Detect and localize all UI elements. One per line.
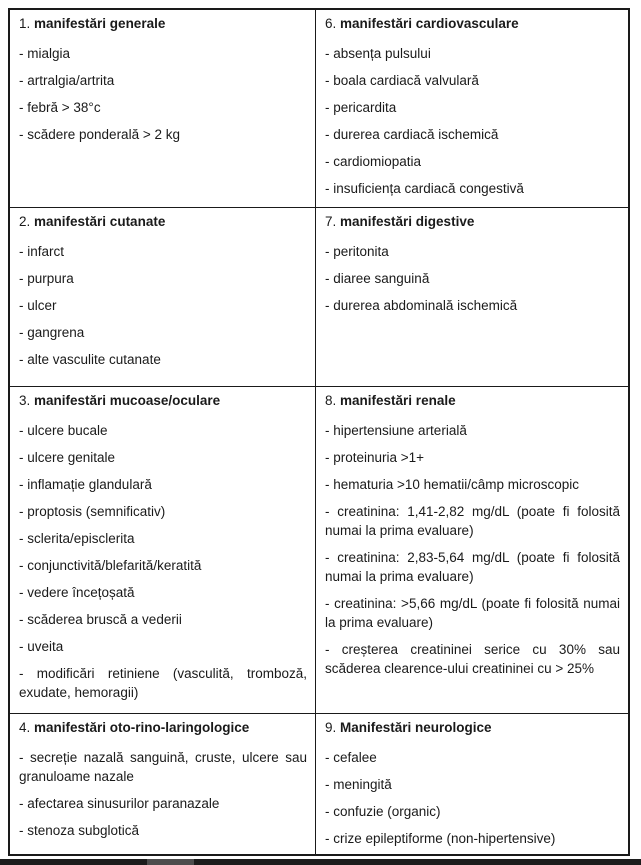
list-item: - modificări retiniene (vasculită, tromboză, exudate, hemoragii) [19,666,307,700]
section-number: 9. [325,720,337,735]
list-item: - pericardita [325,100,397,115]
section-number: 1. [19,16,31,31]
list-item: - ulcere genitale [19,450,116,465]
list-item: - vedere încețoșată [19,585,135,600]
list-item: - hematuria >10 hematii/câmp microscopic [325,477,579,492]
list-item: - confuzie (organic) [325,804,441,819]
section-title [19,718,307,737]
list-item: - conjunctivită/blefarită/keratită [19,558,202,573]
list-item: - scădere ponderală > 2 kg [19,127,180,142]
section-items [19,242,307,369]
section-title-text: manifestări renale [340,393,456,408]
section-number: 6. [325,16,337,31]
section-1-manifestari-generale [10,10,316,208]
list-item: - gangrena [19,325,85,340]
bottom-edge-bar-segment [147,859,194,865]
section-items [19,748,307,840]
list-item: - stenoza subglotică [19,823,140,838]
list-item: - boala cardiacă valvulară [325,73,479,88]
section-title-text: manifestări cutanate [34,214,166,229]
list-item: - afectarea sinusurilor paranazale [19,796,220,811]
list-item: - peritonita [325,244,389,259]
list-item: - absența pulsului [325,46,431,61]
section-number: 4. [19,720,31,735]
manifestations-table [8,8,630,856]
section-6-manifestari-cardiovasculare [316,10,628,208]
section-title [19,14,307,33]
list-item: - meningită [325,777,392,792]
section-title [325,718,620,737]
list-item: - ulcer [19,298,57,313]
section-number: 2. [19,214,31,229]
section-number: 3. [19,393,31,408]
section-8-manifestari-renale [316,387,628,714]
section-title-text: manifestări mucoase/oculare [34,393,221,408]
section-items [19,44,307,144]
list-item: - hipertensiune arterială [325,423,467,438]
section-title-text: manifestări cardiovasculare [340,16,519,31]
section-number: 8. [325,393,337,408]
section-title-text: manifestări generale [34,16,166,31]
list-item: - proptosis (semnificativ) [19,504,166,519]
bottom-edge-bar [0,859,641,865]
list-item: - secreție nazală sanguină, cruste, ulcere sau granuloame nazale [19,750,307,784]
section-title-text: manifestări oto-rino-laringologice [34,720,250,735]
list-item: - uveita [19,639,64,654]
list-item: - proteinuria >1+ [325,450,425,465]
section-title-text: Manifestări neurologice [340,720,492,735]
section-title-text: manifestări digestive [340,214,475,229]
list-item: - cardiomiopatia [325,154,422,169]
list-item: - insuficiența cardiacă congestivă [325,181,524,196]
list-item: - sclerita/episclerita [19,531,135,546]
section-items [325,421,620,678]
section-items [325,242,620,315]
list-item: - scăderea bruscă a vederii [19,612,182,627]
list-item: - mialgia [19,46,71,61]
section-9-manifestari-neurologice [316,714,628,854]
section-2-manifestari-cutanate [10,208,316,387]
list-item: - artralgia/artrita [19,73,115,88]
section-3-manifestari-mucoase-oculare [10,387,316,714]
section-number: 7. [325,214,337,229]
section-title [325,14,620,33]
list-item: - alte vasculite cutanate [19,352,161,367]
section-title [19,391,307,410]
list-item: - creatinina: >5,66 mg/dL (poate fi folosită numai la prima evaluare) [325,596,620,630]
list-item: - crize epileptiforme (non-hipertensive) [325,831,556,846]
list-item: - durerea abdominală ischemică [325,298,518,313]
list-item: - creatinina: 2,83-5,64 mg/dL (poate fi folosită numai la prima evaluare) [325,550,620,584]
list-item: - inflamație glandulară [19,477,152,492]
list-item: - ulcere bucale [19,423,108,438]
list-item: - creșterea creatininei serice cu 30% sau scăderea clearence-ului creatininei cu > 25% [325,642,620,676]
list-item: - cefalee [325,750,377,765]
list-item: - febră > 38°c [19,100,101,115]
list-item: - durerea cardiacă ischemică [325,127,499,142]
list-item: - diaree sanguină [325,271,430,286]
section-items [325,44,620,198]
list-item: - infarct [19,244,65,259]
section-items [325,748,620,848]
section-7-manifestari-digestive [316,208,628,387]
section-title [325,391,620,410]
list-item: - purpura [19,271,74,286]
section-4-manifestari-oto-rino-laringologice [10,714,316,854]
list-item: - creatinina: 1,41-2,82 mg/dL (poate fi folosită numai la prima evaluare) [325,504,620,538]
section-title [325,212,620,231]
section-items [19,421,307,702]
section-title [19,212,307,231]
